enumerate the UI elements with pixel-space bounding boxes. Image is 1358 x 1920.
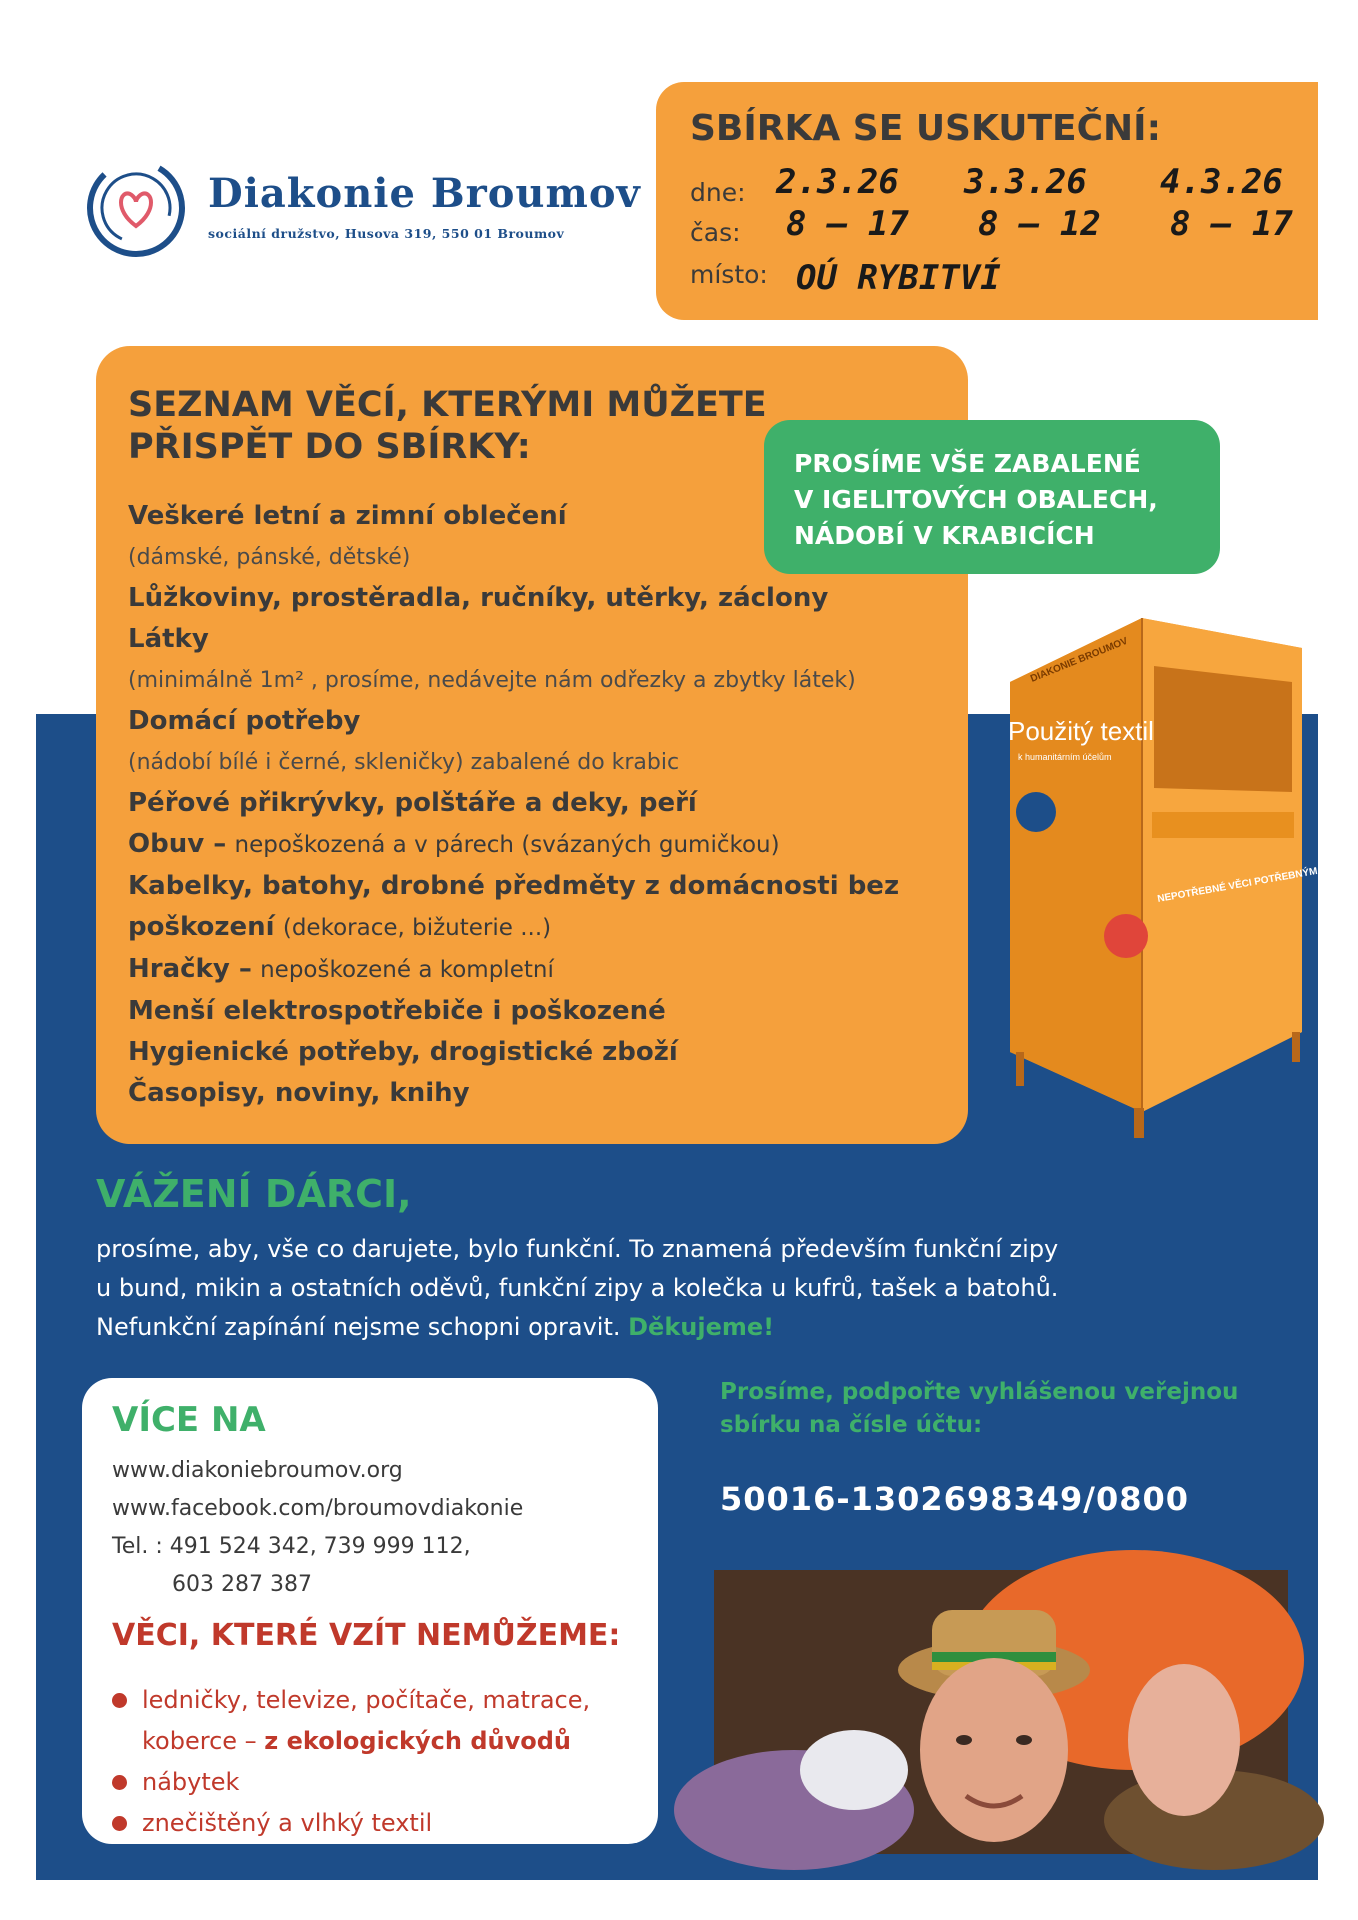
thanks-text: Děkujeme! [628, 1313, 775, 1341]
facebook-link[interactable]: www.facebook.com/broumovdiakonie [112, 1496, 524, 1521]
place-label: místo: [690, 260, 768, 289]
shirt-icon [1104, 914, 1148, 958]
container-label: Použitý textil [1008, 716, 1154, 746]
container-side-text: NEPOTŘEBNÉ VĚCI POTŘEBNÝM LIDEM [1156, 860, 1352, 905]
list-item-note: (minimálně 1m² , prosíme, nedávejte nám odřezky a zbytky látek) [128, 668, 856, 693]
container-brand: DIAKONIE BROUMOV [1029, 635, 1130, 685]
bullet-icon [112, 1816, 127, 1831]
rejected-item: nábytek [112, 1762, 590, 1803]
date-label: dne: [690, 178, 746, 207]
contacts-box [82, 1378, 658, 1844]
logo [84, 156, 644, 256]
logo-name: Diakonie Broumov [208, 170, 641, 217]
more-title: VÍCE NA [112, 1400, 266, 1440]
list-items [128, 496, 948, 1114]
event-info-box [656, 82, 1318, 320]
list-item: Domácí potřeby [128, 706, 361, 736]
list-item: Hračky – nepoškozené a kompletní [128, 954, 554, 984]
list-item-note: (dámské, pánské, dětské) [128, 545, 411, 570]
event-title: SBÍRKA SE USKUTEČNÍ: [690, 108, 1161, 149]
event-date-3: 4.3.26 [1160, 162, 1283, 202]
container-sublabel: k humanitárním účelům [1018, 752, 1112, 762]
bullet-icon [112, 1775, 127, 1790]
list-item: Kabelky, batohy, drobné předměty z domácnosti bez [128, 871, 900, 901]
website-link[interactable]: www.diakoniebroumov.org [112, 1458, 403, 1483]
list-item: poškození (dekorace, bižuterie ...) [128, 912, 552, 942]
packing-note-text: PROSÍME VŠE ZABALENÉ V IGELITOVÝCH OBALECH, NÁDOBÍ V KRABICÍCH [794, 449, 1158, 550]
list-title-line1: SEZNAM VĚCÍ, KTERÝMI MŮŽETE [128, 385, 767, 425]
recycle-icon [1016, 792, 1056, 832]
event-date-1: 2.3.26 [776, 162, 899, 202]
list-item-note: (nádobí bílé i černé, skleničky) zabalené do krabic [128, 750, 680, 775]
list-item: Látky [128, 624, 209, 654]
rejected-list [112, 1680, 590, 1844]
list-title [128, 384, 767, 468]
donors-text: prosíme, aby, vše co darujete, bylo funkční. To znamená především funkční zipy u bund, mikin a ostatních oděvů, funkční zipy a kolečka u kufrů, tašek a batohů. Nefunkční zapínání nejsme schopni opravit. Děkujeme! [96, 1235, 1059, 1341]
list-item: Menší elektrospotřebiče i poškozené [128, 996, 666, 1026]
textile-container-image [1002, 612, 1352, 1142]
bullet-icon [112, 1693, 127, 1708]
event-time-3: 8 – 17 [1170, 204, 1293, 244]
list-item: Péřové přikrývky, polštáře a deky, peří [128, 788, 697, 818]
list-item: Hygienické potřeby, drogistické zboží [128, 1037, 678, 1067]
contacts-list [112, 1452, 523, 1604]
event-time-1: 8 – 17 [786, 204, 909, 244]
list-item: Časopisy, noviny, knihy [128, 1078, 470, 1108]
time-label: čas: [690, 218, 741, 247]
donors-title: VÁŽENÍ DÁRCI, [96, 1172, 412, 1216]
event-place: OÚ RYBITVÍ [796, 258, 1001, 298]
list-title-line2: PŘISPĚT DO SBÍRKY: [128, 427, 531, 467]
volunteer-photo [714, 1570, 1288, 1854]
rejected-item: ledničky, televize, počítače, matrace, [112, 1680, 590, 1721]
account-number: 50016-1302698349/0800 [720, 1480, 1190, 1518]
heart-logo-icon [84, 156, 188, 260]
rejected-item: znečištěný a vlhký textil [112, 1803, 590, 1844]
phone-line-2: 603 287 387 [172, 1572, 312, 1597]
logo-subtitle: sociální družstvo, Husova 319, 550 01 Broumov [208, 226, 565, 241]
rejected-item-cont: koberce – z ekologických důvodů [142, 1727, 571, 1755]
event-time-2: 8 – 12 [978, 204, 1101, 244]
phone-line: Tel. : 491 524 342, 739 999 112, [112, 1534, 471, 1559]
list-item: Lůžkoviny, prostěradla, ručníky, utěrky, záclony [128, 583, 829, 613]
event-date-2: 3.3.26 [964, 162, 1087, 202]
list-item: Obuv – nepoškozená a v párech (svázaných gumičkou) [128, 829, 780, 859]
packing-note-box [764, 420, 1220, 574]
rejected-title: VĚCI, KTERÉ VZÍT NEMŮŽEME: [112, 1618, 621, 1653]
account-note: Prosíme, podpořte vyhlášenou veřejnou sbírku na čísle účtu: [720, 1379, 1239, 1438]
list-item: Veškeré letní a zimní oblečení [128, 501, 567, 531]
person-photo-image [714, 1570, 1288, 1854]
